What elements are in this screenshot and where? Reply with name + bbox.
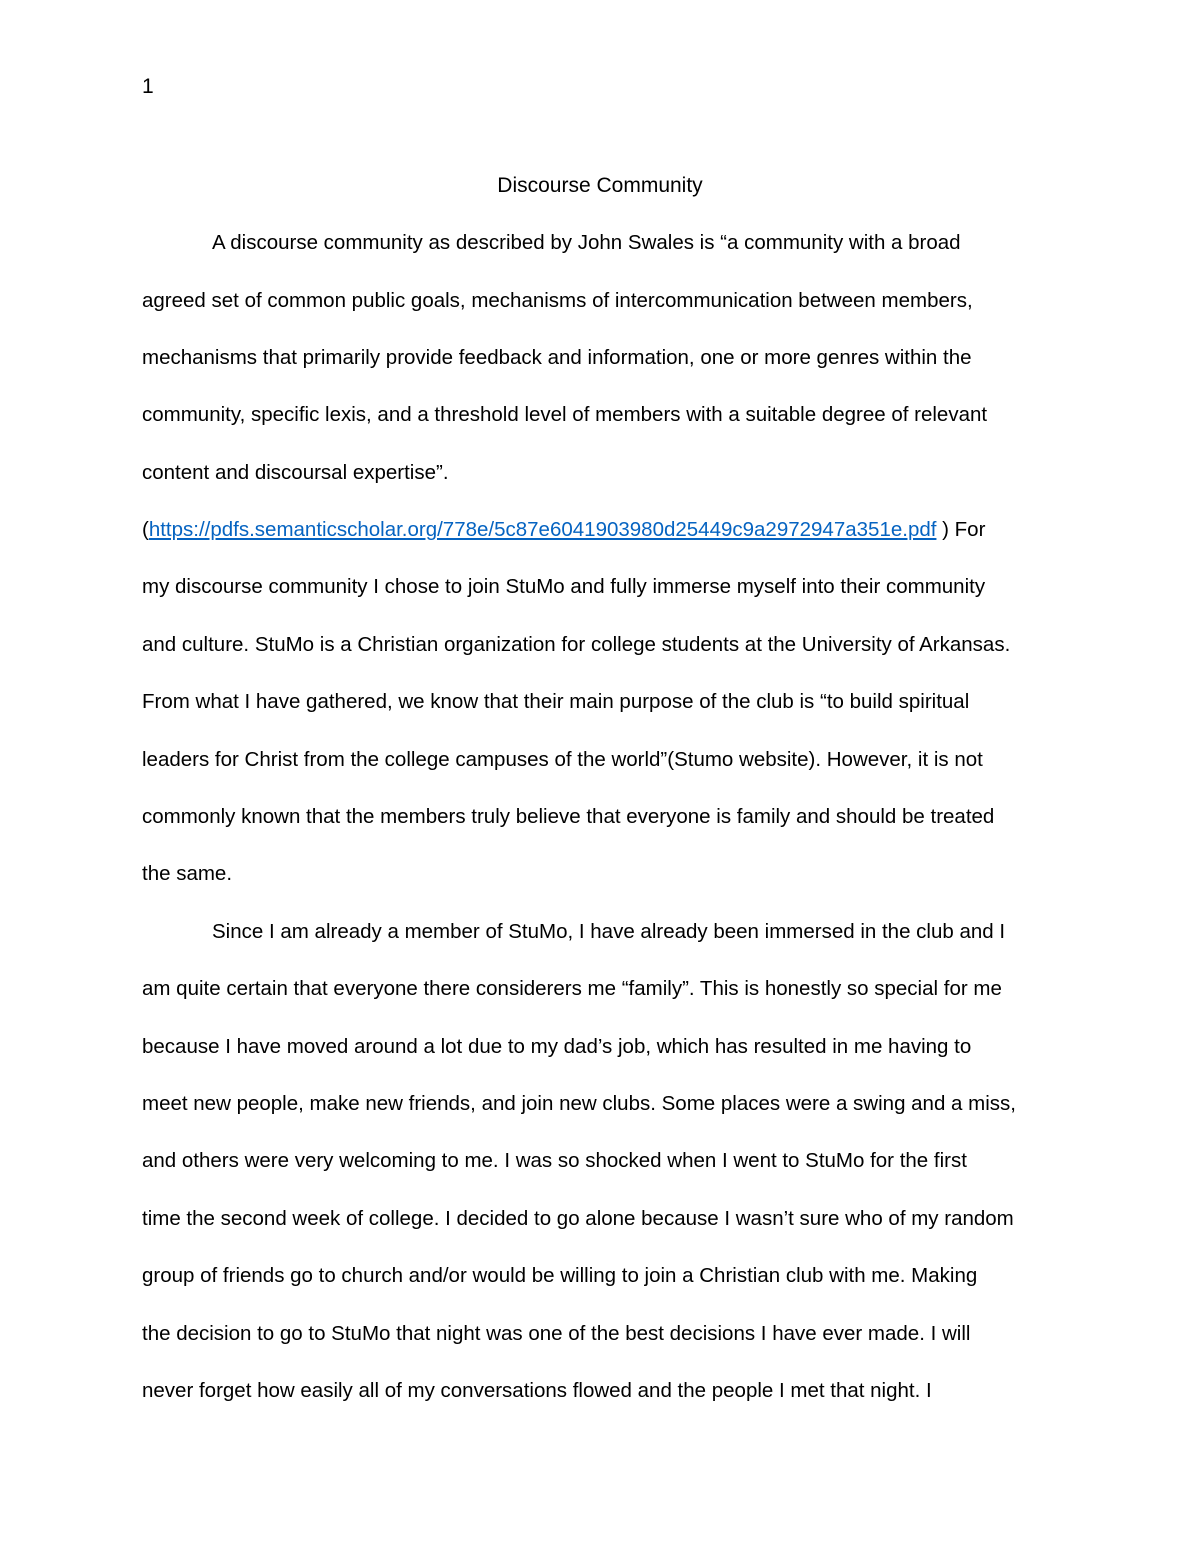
text-line: leaders for Christ from the college campuses of the world”(Stumo website). However, it is not [142,748,983,771]
text-line: mechanisms that primarily provide feedback and information, one or more genres within the [142,346,972,369]
text-line: never forget how easily all of my conversations flowed and the people I met that night. I [142,1379,932,1402]
citation-link[interactable]: https://pdfs.semanticscholar.org/778e/5c87e6041903980d25449c9a2972947a351e.pdf [148,518,937,541]
text-line: Since I am already a member of StuMo, I have already been immersed in the club and I [212,920,1006,943]
document-title: Discourse Community [497,174,703,197]
text-line: community, specific lexis, and a threshold level of members with a suitable degree of relevant [142,403,988,426]
text-line: agreed set of common public goals, mechanisms of intercommunication between members, [142,289,973,312]
text-line: am quite certain that everyone there considerers me “family”. This is honestly so special for me [142,977,1002,1000]
text-line: my discourse community I chose to join StuMo and fully immerse myself into their community [142,575,986,598]
line-continuation: ) For [936,518,986,541]
text-line: the decision to go to StuMo that night was one of the best decisions I have ever made. I will [142,1322,971,1345]
text-line: content and discoursal expertise”. [142,461,449,484]
page-number: 1 [142,75,154,98]
text-line: A discourse community as described by John Swales is “a community with a broad [212,231,961,254]
text-line: and culture. StuMo is a Christian organization for college students at the University of Arkansas. [142,633,1011,656]
text-line-with-link [142,514,985,546]
text-line: and others were very welcoming to me. I was so shocked when I went to StuMo for the first [142,1149,967,1172]
text-line: because I have moved around a lot due to my dad’s job, which has resulted in me having to [142,1035,972,1058]
text-line: group of friends go to church and/or would be willing to join a Christian club with me. Making [142,1264,978,1287]
text-line: meet new people, make new friends, and join new clubs. Some places were a swing and a miss, [142,1092,1016,1115]
text-line: From what I have gathered, we know that their main purpose of the club is “to build spiritual [142,690,970,713]
text-line: the same. [142,862,233,885]
text-line: commonly known that the members truly believe that everyone is family and should be treated [142,805,995,828]
open-paren: ( [142,518,149,541]
text-line: time the second week of college. I decided to go alone because I wasn’t sure who of my random [142,1207,1014,1230]
